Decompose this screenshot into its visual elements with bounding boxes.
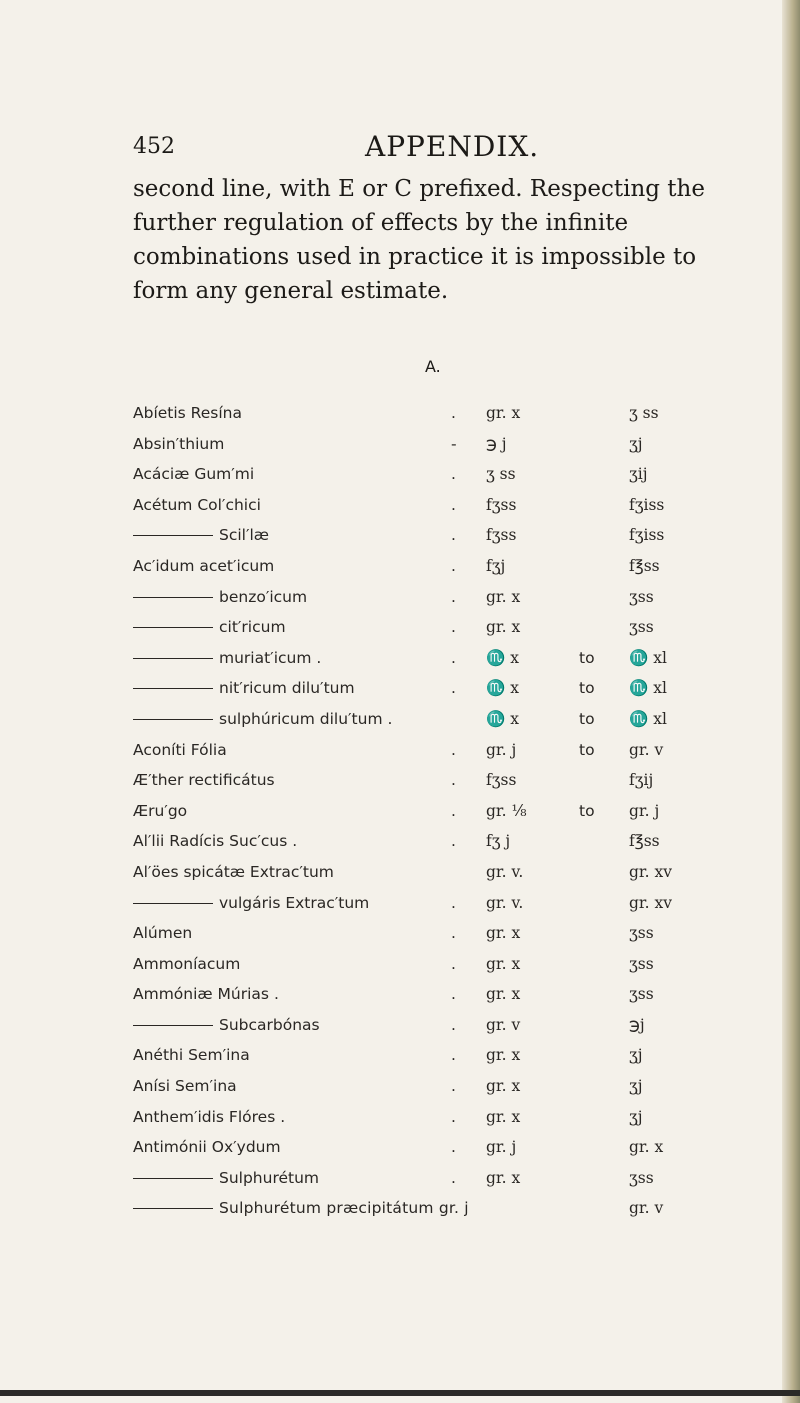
drug-name: [133, 979, 279, 1010]
dose-to: gr. v: [629, 1199, 664, 1218]
drug-name: [133, 459, 254, 490]
dose-to: ʒj: [629, 1046, 643, 1065]
drug-name-text: Scil′læ: [219, 526, 270, 545]
table-row: [133, 704, 733, 735]
ditto-dash: [133, 1208, 213, 1209]
leader-dot: .: [451, 1015, 456, 1034]
dose-from: ♏ x: [486, 709, 519, 728]
dose-from: ℈ j: [486, 434, 507, 453]
drug-name: [133, 1010, 320, 1041]
dose-from: gr. x: [486, 1077, 521, 1096]
dose-from: gr. j: [486, 740, 517, 759]
drug-name-text: Alúmen: [133, 924, 193, 943]
table-row: [133, 1102, 733, 1133]
dose-to: ʒss: [629, 985, 654, 1004]
leader-dot: .: [451, 954, 456, 973]
dose-from: gr. x: [486, 404, 521, 422]
dose-from: gr. x: [486, 1107, 521, 1126]
drug-name: [133, 888, 369, 919]
leader-dot: .: [451, 924, 456, 943]
dose-table: [133, 398, 733, 1224]
dose-to: ʒj: [629, 1077, 643, 1096]
table-row: [133, 857, 733, 888]
drug-name: [133, 673, 355, 704]
dose-from: ♏ x: [486, 679, 519, 698]
ditto-dash: [133, 658, 213, 659]
leader-dot: .: [451, 495, 456, 514]
dose-to: fʒiss: [629, 526, 665, 545]
ditto-dash: [133, 1025, 213, 1026]
drug-name-text: Al′öes spicátæ Extrac′tum: [133, 862, 334, 881]
drug-name: [133, 1163, 319, 1194]
dose-from: fʒj: [486, 556, 506, 575]
dose-to: fʒiss: [629, 495, 665, 514]
range-to: to: [579, 740, 595, 759]
dose-to: f℥ss: [629, 556, 660, 575]
dose-to: ♏ xl: [629, 679, 667, 698]
table-row: [133, 1071, 733, 1102]
dose-from: gr. v.: [486, 893, 524, 912]
drug-name: [133, 612, 286, 643]
ditto-dash: [133, 903, 213, 904]
leader-dot: .: [451, 679, 456, 698]
drug-name-text: Anthem′idis Flóres .: [133, 1107, 286, 1126]
drug-name-text: Ammóniæ Múrias .: [133, 985, 279, 1004]
drug-name: [133, 1102, 285, 1133]
table-row: [133, 765, 733, 796]
ditto-dash: [133, 535, 213, 536]
drug-name: [133, 796, 187, 827]
table-row: [133, 1193, 733, 1224]
drug-name-text: cit′ricum: [219, 618, 286, 637]
dose-to: ʒ ss: [629, 404, 659, 422]
dose-to: ʒij: [629, 465, 648, 484]
table-row: [133, 398, 733, 429]
running-head: APPENDIX.: [365, 130, 540, 163]
drug-name-text: Abíetis Resína: [133, 404, 242, 422]
range-to: to: [579, 709, 595, 728]
table-row: [133, 459, 733, 490]
leader-dot: .: [451, 893, 456, 912]
table-row: [133, 673, 733, 704]
drug-name: [133, 582, 307, 613]
dose-from: gr. x: [486, 924, 521, 943]
page-edge: [782, 0, 800, 1403]
leader-dot: -: [451, 434, 457, 453]
dose-to: gr. xv: [629, 893, 672, 912]
dose-to: fʒij: [629, 771, 654, 790]
table-row: [133, 1132, 733, 1163]
drug-name-text: Acáciæ Gum′mi: [133, 465, 255, 484]
dose-to: ʒss: [629, 924, 654, 943]
range-to: to: [579, 801, 595, 820]
dose-from: gr. x: [486, 985, 521, 1004]
dose-from: gr. x: [486, 1168, 521, 1187]
drug-name-text: Anéthi Sem′ina: [133, 1046, 250, 1065]
table-row: [133, 796, 733, 827]
dose-to: f℥ss: [629, 832, 660, 851]
leader-dot: .: [451, 1168, 456, 1187]
dose-to: gr. x: [629, 1138, 664, 1157]
drug-name-text: benzo′icum: [219, 587, 308, 606]
dose-from: gr. x: [486, 618, 521, 637]
drug-name: [133, 1193, 469, 1224]
drug-name-text: Sulphurétum: [219, 1168, 320, 1187]
ditto-dash: [133, 688, 213, 689]
drug-name: [133, 1071, 237, 1102]
drug-name-text: muriat′icum .: [219, 648, 322, 667]
leader-dot: .: [451, 526, 456, 545]
table-row: [133, 979, 733, 1010]
page-header: [0, 92, 800, 163]
table-row: [133, 888, 733, 919]
drug-name: [133, 949, 240, 980]
leader-dot: .: [451, 1046, 456, 1065]
leader-dot: .: [451, 1107, 456, 1126]
dose-to: ʒss: [629, 618, 654, 637]
dose-from: gr. x: [486, 1046, 521, 1065]
dose-to: ʒss: [629, 1168, 654, 1187]
table-row: [133, 551, 733, 582]
leader-dot: .: [451, 801, 456, 820]
ditto-dash: [133, 719, 213, 720]
table-row: [133, 949, 733, 980]
drug-name: [133, 1040, 250, 1071]
dose-to: ʒj: [629, 434, 643, 453]
leader-dot: .: [451, 618, 456, 637]
leader-dot: .: [451, 465, 456, 484]
table-row: [133, 429, 733, 460]
dose-from: gr. x: [486, 954, 521, 973]
dose-to: gr. j: [629, 801, 660, 820]
range-to: to: [579, 648, 595, 667]
table-row: [133, 520, 733, 551]
drug-name-text: Ac′idum acet′icum: [133, 556, 275, 575]
table-row: [133, 735, 733, 766]
dose-to: ʒss: [629, 954, 654, 973]
leader-dot: .: [451, 771, 456, 790]
dose-from: gr. j: [486, 1138, 517, 1157]
drug-name-text: sulphúricum dilu′tum .: [219, 709, 393, 728]
drug-name: [133, 398, 242, 429]
drug-name: [133, 429, 224, 460]
dose-from: gr. ⅛: [486, 801, 527, 820]
table-row: [133, 1163, 733, 1194]
dose-to: gr. xv: [629, 862, 672, 881]
drug-name: [133, 735, 227, 766]
table-row: [133, 643, 733, 674]
dose-from: fʒss: [486, 771, 517, 790]
dose-to: ♏ xl: [629, 648, 667, 667]
intro-paragraph: second line, with E or C prefixed. Respecting the further regulation of effects by the infinite combinations used in practice it is impossible to form any general estimate.: [133, 176, 705, 304]
leader-dot: .: [451, 832, 456, 851]
drug-name: [133, 643, 321, 674]
table-row: [133, 612, 733, 643]
dose-from: fʒss: [486, 495, 517, 514]
drug-name: [133, 918, 192, 949]
dose-to: ♏ xl: [629, 709, 667, 728]
ditto-dash: [133, 627, 213, 628]
table-row: [133, 918, 733, 949]
table-row: [133, 490, 733, 521]
leader-dot: .: [451, 648, 456, 667]
leader-dot: .: [451, 1138, 456, 1157]
leader-dot: .: [451, 404, 456, 422]
drug-name-text: Antimónii Ox′ydum: [133, 1138, 281, 1157]
drug-name-text: Acétum Col′chici: [133, 495, 261, 514]
table-row: [133, 1010, 733, 1041]
drug-name-text: Æru′go: [133, 801, 188, 820]
dose-from: fʒss: [486, 526, 517, 545]
dose-from: gr. v: [486, 1015, 521, 1034]
dose-to: gr. v: [629, 740, 664, 759]
ditto-dash: [133, 1178, 213, 1179]
drug-name: [133, 765, 275, 796]
range-to: to: [579, 679, 595, 698]
drug-name-text: Ammoníacum: [133, 954, 241, 973]
table-row: [133, 582, 733, 613]
drug-name: [133, 1132, 281, 1163]
page-number: 452: [133, 134, 175, 159]
drug-name-text: Aconíti Fólia: [133, 740, 227, 759]
bottom-rule: [0, 1390, 800, 1396]
leader-dot: .: [451, 740, 456, 759]
leader-dot: .: [451, 587, 456, 606]
dose-to: ʒj: [629, 1107, 643, 1126]
drug-name: [133, 490, 261, 521]
drug-name: [133, 826, 297, 857]
drug-name: [133, 520, 269, 551]
drug-name-text: Æ′ther rectificátus: [133, 771, 275, 790]
drug-name: [133, 704, 392, 735]
drug-name-text: Absin′thium: [133, 434, 225, 453]
drug-name: [133, 857, 334, 888]
dose-from: gr. v.: [486, 862, 524, 881]
dose-from: gr. x: [486, 587, 521, 606]
dose-from: ♏ x: [486, 648, 519, 667]
section-label: A.: [425, 357, 441, 376]
leader-dot: .: [451, 556, 456, 575]
dose-from: fʒ j: [486, 832, 511, 851]
leader-dot: .: [451, 985, 456, 1004]
table-row: [133, 826, 733, 857]
drug-name-text: vulgáris Extrac′tum: [219, 893, 370, 912]
drug-name-text: Sulphurétum præcipitátum gr. j: [219, 1199, 469, 1218]
drug-name-text: Al′lii Radícis Suc′cus .: [133, 832, 298, 851]
dose-to: ʒss: [629, 587, 654, 606]
drug-name-text: Anísi Sem′ina: [133, 1077, 237, 1096]
drug-name-text: nit′ricum dilu′tum: [219, 679, 355, 698]
dose-to: ℈j: [629, 1015, 645, 1034]
drug-name-text: Subcarbónas: [219, 1015, 320, 1034]
drug-name: [133, 551, 274, 582]
dose-from: ʒ ss: [486, 465, 516, 484]
leader-dot: .: [451, 1077, 456, 1096]
table-row: [133, 1040, 733, 1071]
ditto-dash: [133, 597, 213, 598]
